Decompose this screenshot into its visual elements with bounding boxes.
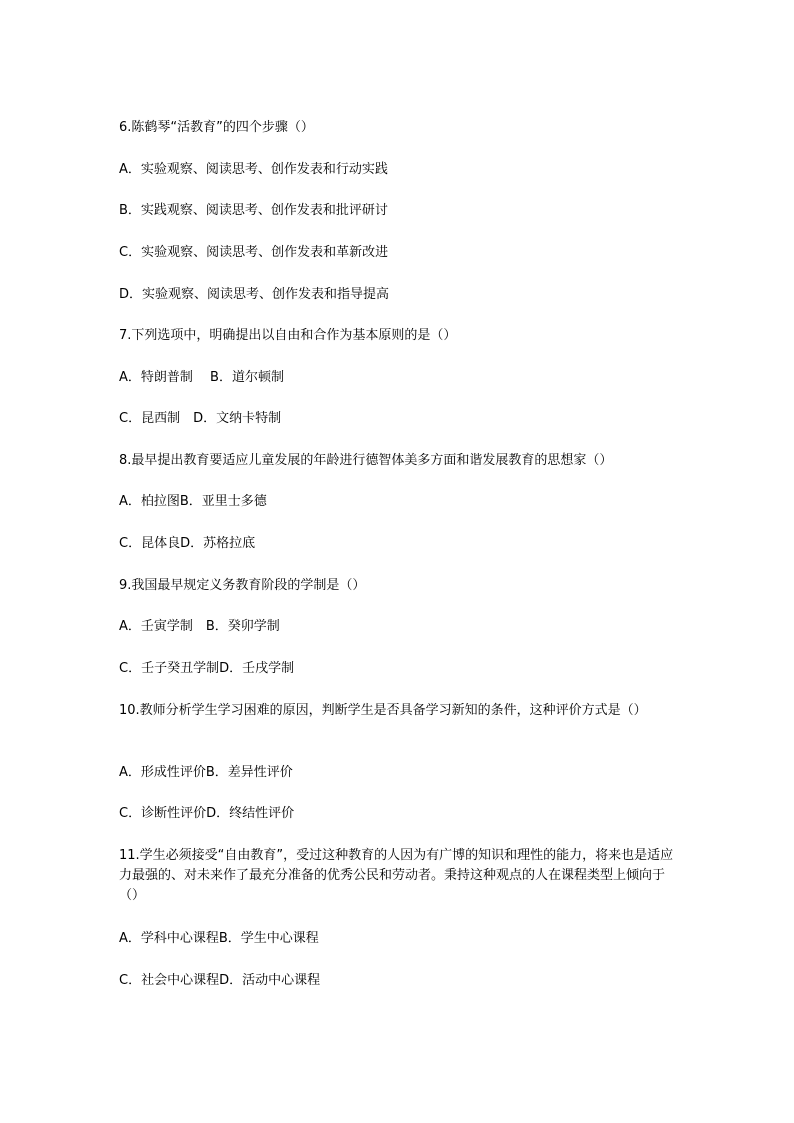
question-6-option-d: D．实验观察、阅读思考、创作发表和指导提高 <box>119 287 390 302</box>
question-7-stem: 7.下列选项中，明确提出以自由和合作为基本原则的是（） <box>119 328 457 343</box>
question-10-options-ab: A．形成性评价B．差异性评价 <box>119 765 293 780</box>
question-6-option-c: C．实验观察、阅读思考、创作发表和革新改进 <box>119 245 389 260</box>
question-10-options-cd: C．诊断性评价D．终结性评价 <box>119 806 295 821</box>
question-8-options-cd: C．昆体良D．苏格拉底 <box>119 536 256 551</box>
question-9-options-ab: A．壬寅学制 B．癸卯学制 <box>119 619 280 634</box>
question-11-stem: 11.学生必须接受“自由教育”，受过这种教育的人因为有广博的知识和理性的能力，将来也是适应力最强的、对未来作了最充分准备的优秀公民和劳动者。秉持这种观点的人在课程类型上倾向于（） <box>119 848 674 903</box>
question-11-options-cd: C．社会中心课程D．活动中心课程 <box>119 973 321 988</box>
question-6-option-a: A．实验观察、阅读思考、创作发表和行动实践 <box>119 162 388 177</box>
question-9-options-cd: C．壬子癸丑学制D．壬戌学制 <box>119 661 295 676</box>
question-7-options-cd: C．昆西制 D．文纳卡特制 <box>119 411 282 426</box>
question-9-stem: 9.我国最早规定义务教育阶段的学制是（） <box>119 578 366 593</box>
question-7-options-ab: A．特朗普制 B．道尔顿制 <box>119 370 284 385</box>
question-8-options-ab: A．柏拉图B．亚里士多德 <box>119 494 267 509</box>
question-11-options-ab: A．学科中心课程B．学生中心课程 <box>119 931 319 946</box>
question-10-stem: 10.教师分析学生学习困难的原因，判断学生是否具备学习新知的条件，这种评价方式是（） <box>119 703 647 718</box>
question-8-stem: 8.最早提出教育要适应儿童发展的年龄进行德智体美多方面和谐发展教育的思想家（） <box>119 453 613 468</box>
question-6-stem: 6.陈鹤琴“活教育”的四个步骤（） <box>119 120 314 135</box>
question-6-option-b: B．实践观察、阅读思考、创作发表和批评研讨 <box>119 203 388 218</box>
